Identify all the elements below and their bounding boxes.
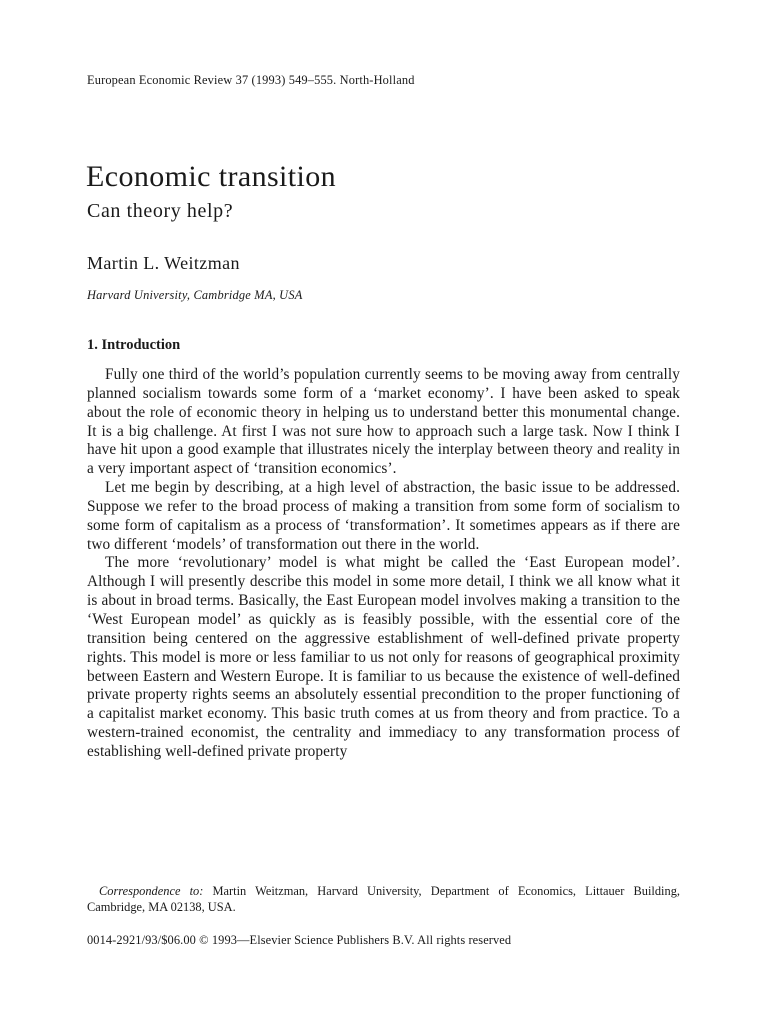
correspondence-footnote [87, 883, 680, 915]
footnote-text: Martin Weitzman, Harvard University, Department of Economics, Littauer Building, Cambridge, MA 02138, USA. [87, 884, 680, 914]
paragraph: The more ‘revolutionary’ model is what might be called the ‘East European model’. Although I will presently describe this model in some more detail, I think we all know what it is about in broad terms. Basically, the East European model involves making a transition to the ‘West European model’ as quickly as is feasibly possible, with the essential core of the transition being centered on the aggressive establishment of well-defined private property rights. This model is more or less familiar to us not only for reasons of geographical proximity between Eastern and Western Europe. It is familiar to us because the existence of well-defined private property rights seems an absolutely essential precondition to the proper functioning of a capitalist market economy. This basic truth comes at us from theory and from practice. To a western-trained economist, the centrality and immediacy to any transformation process of establishing well-defined private property [87, 554, 680, 760]
copyright-line: 0014-2921/93/$06.00 © 1993—Elsevier Science Publishers B.V. All rights reserved [87, 933, 512, 947]
author-name: Martin L. Weitzman [87, 253, 240, 273]
author-affiliation: Harvard University, Cambridge MA, USA [87, 288, 303, 302]
paragraph: Fully one third of the world’s population currently seems to be moving away from centrally planned socialism towards some form of a ‘market economy’. I have been asked to speak about the role of economic theory in helping us to understand better this monumental change. It is a big challenge. At first I was not sure how to approach such a large task. Now I think I have hit upon a good example that illustrates nicely the interplay between theory and reality in a very important aspect of ‘transition economics’. [87, 366, 680, 478]
paragraph: Let me begin by describing, at a high level of abstraction, the basic issue to be addressed. Suppose we refer to the broad process of making a transition from some form of socialism to some form of capitalism as a process of ‘transformation’. It sometimes appears as if there are two different ‘models’ of transformation out there in the world. [87, 479, 680, 553]
body-text [87, 366, 680, 762]
footnote-lead: Correspondence to: [99, 884, 204, 898]
section-heading: 1. Introduction [87, 337, 181, 353]
article-subtitle: Can theory help? [87, 200, 234, 222]
article-title: Economic transition [86, 160, 337, 193]
journal-header: European Economic Review 37 (1993) 549–555. North-Holland [87, 73, 415, 87]
